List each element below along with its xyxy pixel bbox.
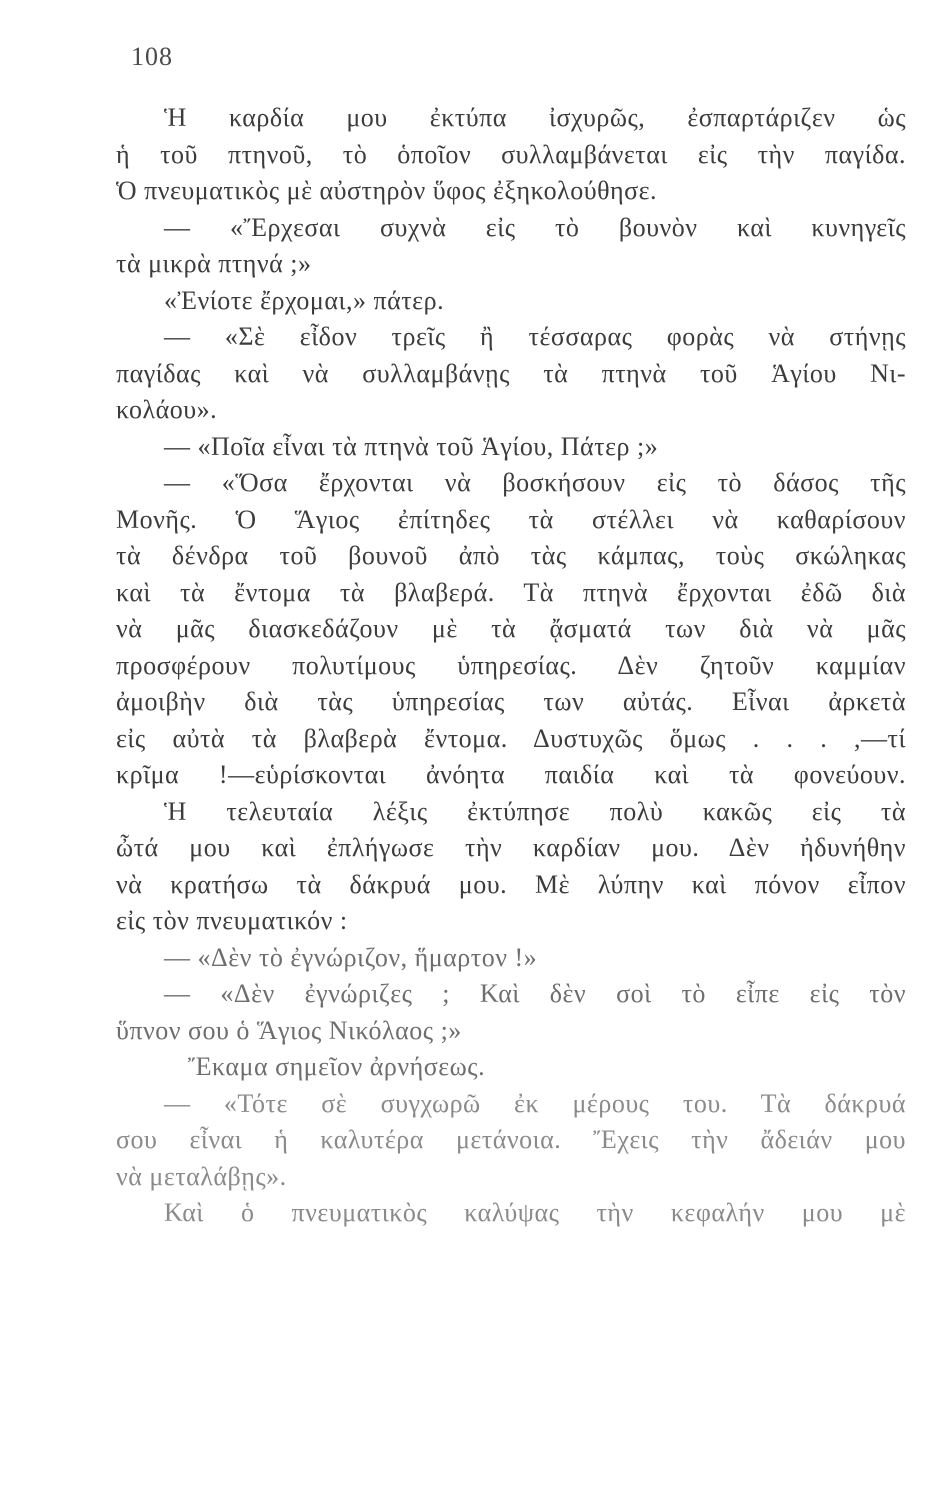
- text-line: κολάου».: [116, 395, 218, 424]
- text-line: Ἡ καρδία μου ἐκτύπα ἰσχυρῶς, ἐσπαρτάριζεν ὡς: [164, 103, 906, 132]
- text-line: παγίδας καὶ νὰ συλλαμβάνῃς τὰ πτηνὰ τοῦ Ἁγίου Νι-: [116, 358, 906, 388]
- text-line: ἡ τοῦ πτηνοῦ, τὸ ὁποῖον συλλαμβάνεται εἰς τὴν παγίδα.: [116, 139, 906, 169]
- text-line: Ὁ πνευματικὸς μὲ αὐστηρὸν ὕφος ἐξηκολούθησε.: [116, 176, 658, 205]
- text-line: εἰς αὐτὰ τὰ βλαβερὰ ἔντομα. Δυστυχῶς ὅμως . . . ,—τί: [116, 723, 906, 753]
- text-line: «Ἐνίοτε ἔρχομαι,» πάτερ.: [164, 285, 445, 315]
- text-line: ὕπνον σου ὁ Ἅγιος Νικόλαος ;»: [116, 1015, 462, 1045]
- text-line: ὦτά μου καὶ ἐπλήγωσε τὴν καρδίαν μου. Δὲν ἠδυνήθην: [116, 833, 906, 862]
- text-line: ἀμοιβὴν διὰ τὰς ὑπηρεσίας των αὐτάς. Εἶναι ἀρκετὰ: [116, 687, 906, 716]
- page-number: 108: [131, 42, 173, 71]
- text-line: — «Σὲ εἶδον τρεῖς ἢ τέσσαρας φορὰς νὰ στήνῃς: [164, 322, 906, 351]
- text-line: — «Ὅσα ἔρχονται νὰ βοσκήσουν εἰς τὸ δάσος τῆς: [164, 468, 906, 497]
- text-line: Ἡ τελευταία λέξις ἐκτύπησε πολὺ κακῶς εἰς τὰ: [164, 796, 906, 826]
- text-line: — «Δὲν τὸ ἐγνώριζον, ἥμαρτον !»: [164, 942, 538, 972]
- text-line: καὶ τὰ ἔντομα τὰ βλαβερά. Τὰ πτηνὰ ἔρχονται ἐδῶ διὰ: [116, 577, 906, 607]
- text-line: νὰ μεταλάβῃς».: [116, 1161, 287, 1191]
- text-line: — «Ποῖα εἶναι τὰ πτηνὰ τοῦ Ἁγίου, Πάτερ ;»: [164, 431, 659, 461]
- text-line: τὰ δένδρα τοῦ βουνοῦ ἀπὸ τὰς κάμπας, τοὺς σκώληκας: [116, 541, 906, 570]
- text-line: εἰς τὸν πνευματικόν :: [116, 906, 348, 935]
- text-line: — «Ἔρχεσαι συχνὰ εἰς τὸ βουνὸν καὶ κυνηγεῖς: [164, 212, 906, 242]
- text-line: Ἔκαμα σημεῖον ἀρνήσεως.: [188, 1052, 486, 1081]
- text-body: [116, 100, 906, 1232]
- text-line: σου εἶναι ἡ καλυτέρα μετάνοια. Ἔχεις τὴν ἄδειάν μου: [116, 1125, 906, 1154]
- text-line: νὰ μᾶς διασκεδάζουν μὲ τὰ ᾄσματά των διὰ νὰ μᾶς: [116, 614, 906, 643]
- text-line: — «Τότε σὲ συγχωρῶ ἐκ μέρους του. Τὰ δάκρυά: [164, 1088, 906, 1118]
- text-line: Μονῆς. Ὁ Ἅγιος ἐπίτηδες τὰ στέλλει νὰ καθαρίσουν: [116, 504, 906, 534]
- text-line: τὰ μικρὰ πτηνά ;»: [116, 249, 312, 278]
- text-line: Καὶ ὁ πνευματικὸς καλύψας τὴν κεφαλήν μου μὲ: [164, 1198, 906, 1227]
- text-line: κρῖμα !—εὑρίσκονται ἀνόητα παιδία καὶ τὰ φονεύουν.: [116, 760, 906, 789]
- text-line: — «Δὲν ἐγνώριζες ; Καὶ δὲν σοὶ τὸ εἶπε εἰς τὸν: [164, 979, 906, 1008]
- text-line: προσφέρουν πολυτίμους ὑπηρεσίας. Δὲν ζητοῦν καμμίαν: [116, 650, 906, 680]
- text-line: νὰ κρατήσω τὰ δάκρυά μου. Μὲ λύπην καὶ πόνον εἶπον: [116, 869, 906, 899]
